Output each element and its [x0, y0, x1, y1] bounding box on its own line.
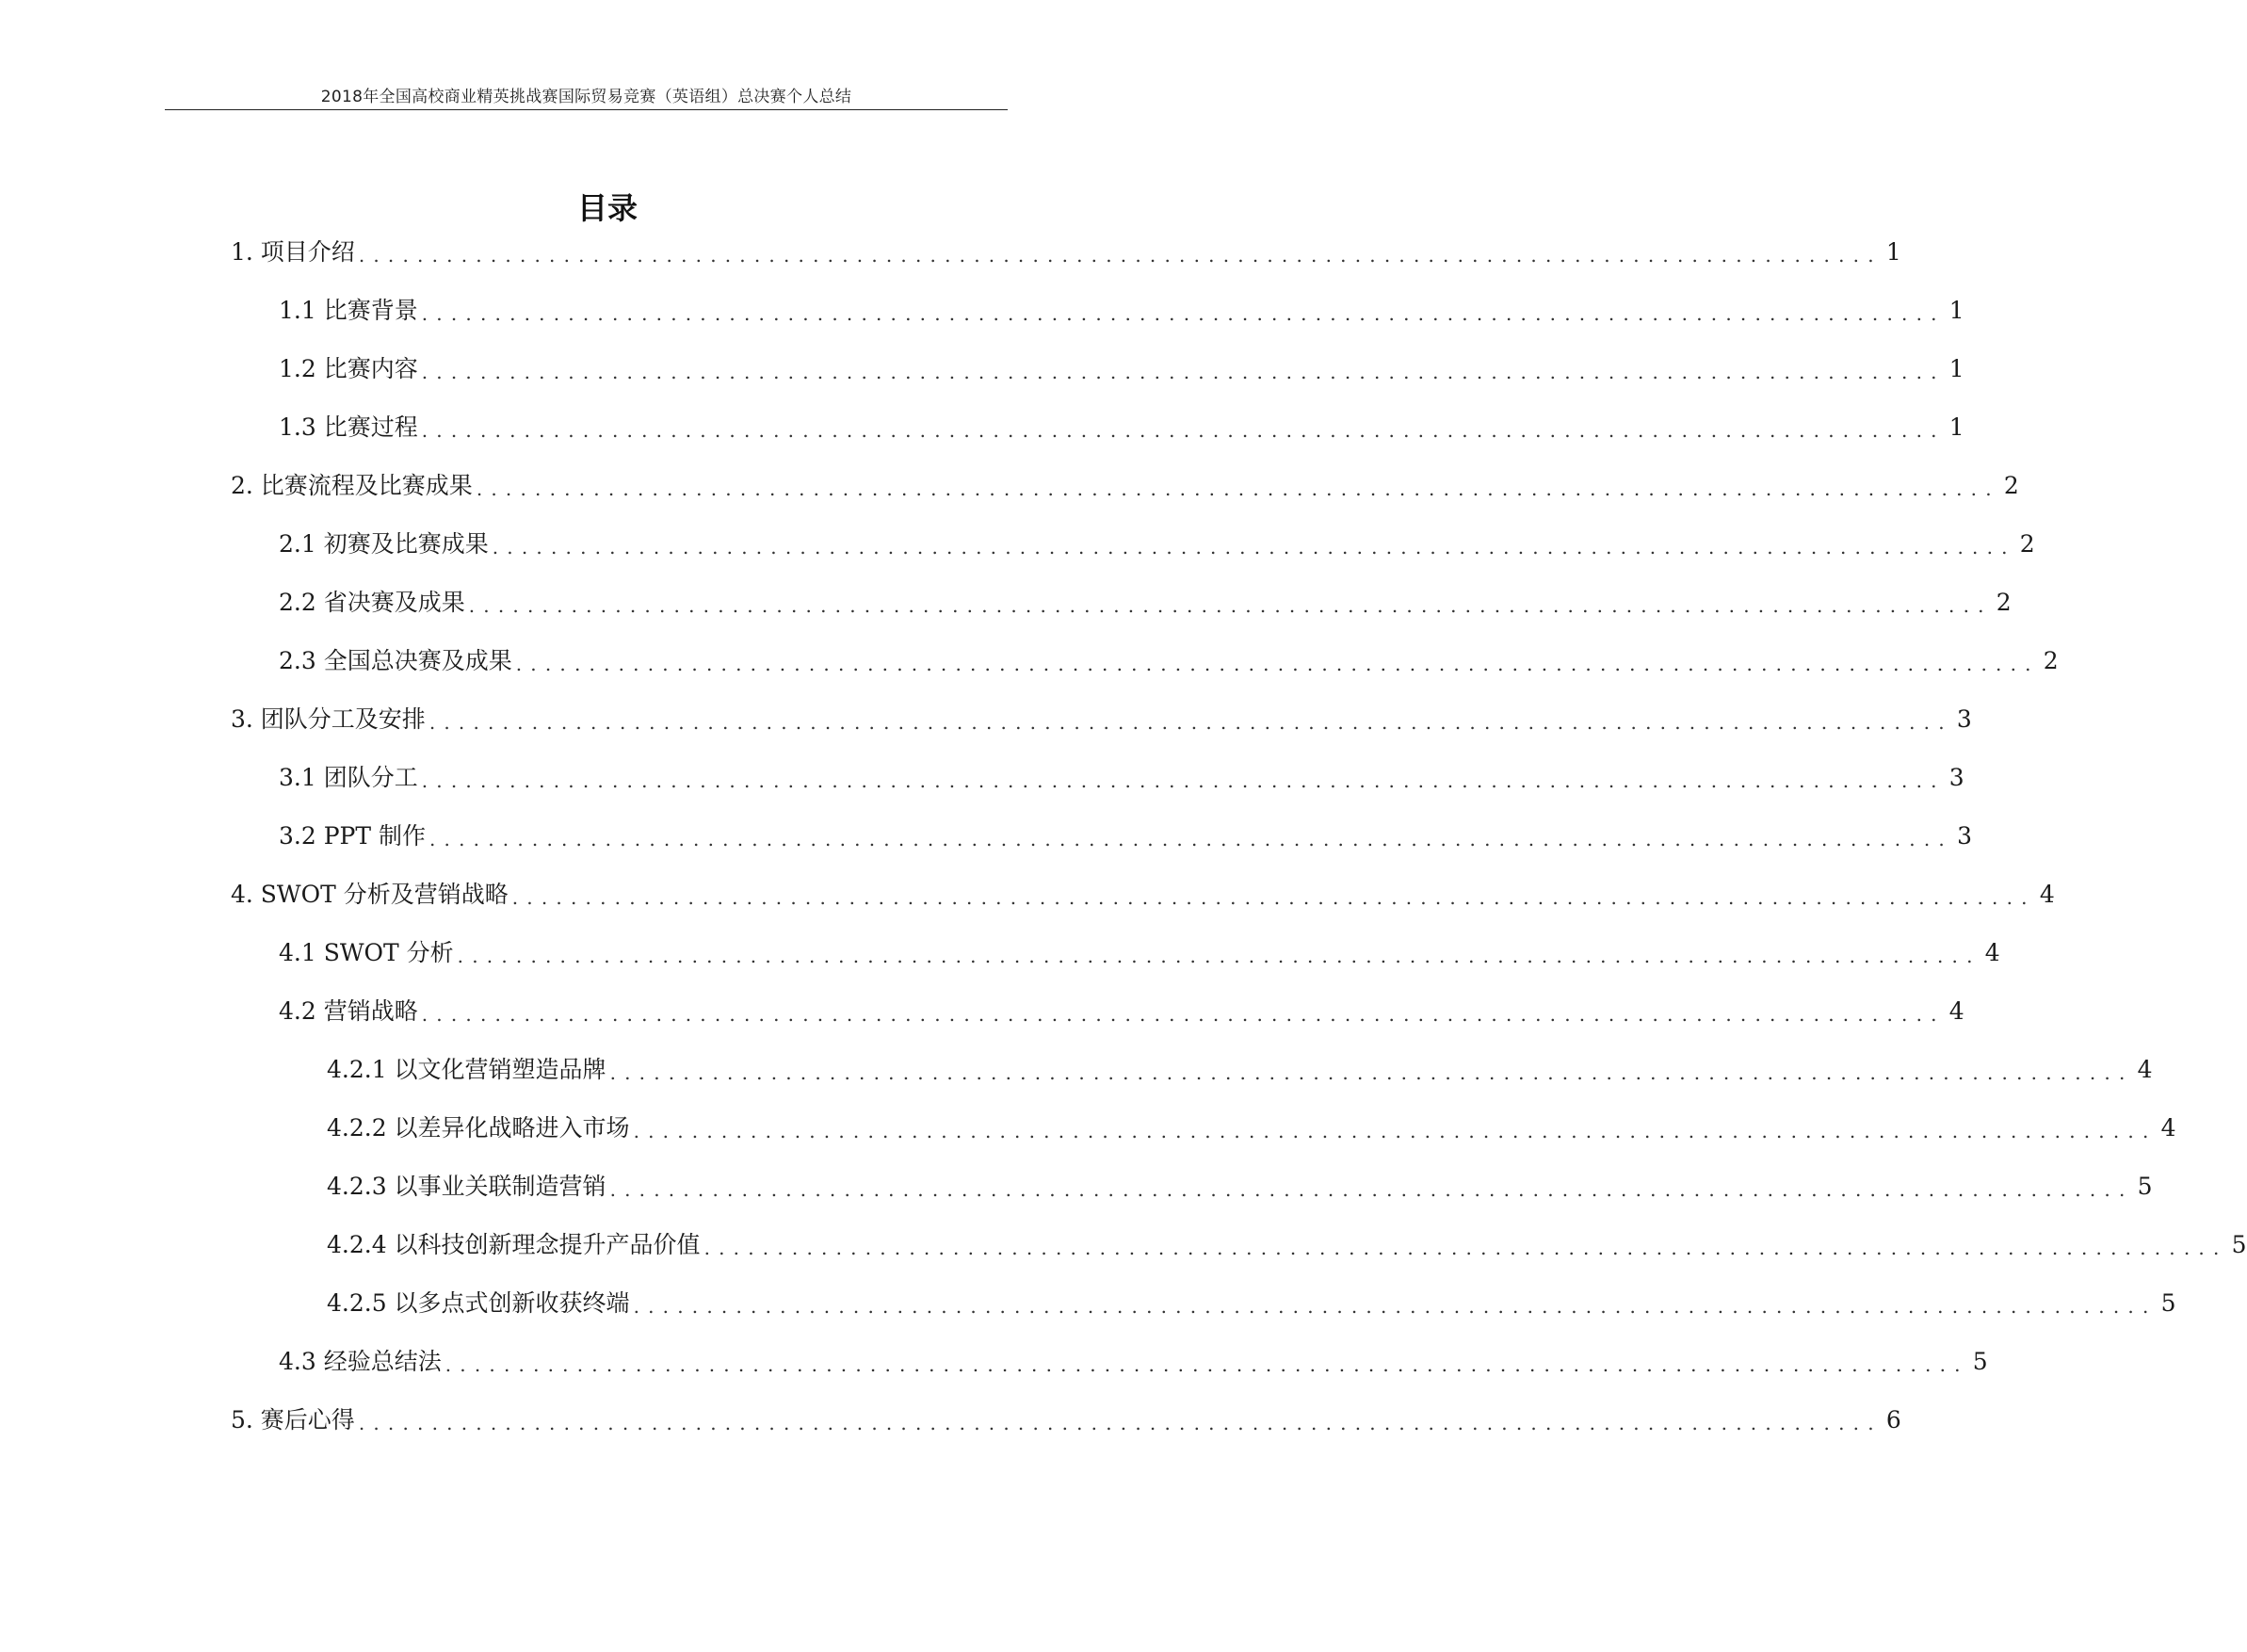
toc-entry[interactable] [279, 350, 1964, 388]
toc-entry[interactable] [279, 759, 1964, 797]
toc-entry-page: 4 [2039, 881, 2055, 908]
toc-entry[interactable] [327, 1168, 2153, 1206]
toc-entry[interactable] [279, 993, 1964, 1030]
toc-entry-label: 2.2 省决赛及成果 [279, 589, 465, 616]
toc-entry-label: 4.2.1 以文化营销塑造品牌 [327, 1056, 606, 1083]
dot-leader: ........................................................................................................ [428, 711, 1953, 734]
dot-leader: ........................................................................................................ [492, 536, 2016, 559]
dot-leader: ........................................................................................................ [609, 1061, 2134, 1084]
dot-leader: ........................................................................................................ [358, 1412, 1883, 1434]
header-rule [165, 109, 1008, 110]
dot-leader: ........................................................................................................ [445, 1353, 1969, 1376]
toc-entry-page: 6 [1885, 1406, 1901, 1433]
dot-leader: ........................................................................................................ [421, 361, 1946, 383]
toc-entry-label: 4.2.3 以事业关联制造营销 [327, 1173, 606, 1200]
toc-entry[interactable] [279, 409, 1964, 446]
dot-leader: ........................................................................................................ [476, 478, 2000, 500]
toc-entry-label: 1. 项目介绍 [231, 238, 355, 266]
toc-entry-page: 2 [1996, 589, 2012, 616]
toc-entry-label: 2. 比赛流程及比赛成果 [231, 472, 473, 499]
toc-entry-page: 5 [1972, 1348, 1988, 1375]
toc-entry[interactable] [279, 526, 2035, 563]
toc-entry[interactable] [279, 584, 2012, 622]
dot-leader: ........................................................................................................ [633, 1295, 2158, 1318]
toc-entry-page: 4 [2160, 1114, 2176, 1142]
toc-entry-page: 2 [2019, 530, 2035, 558]
toc-entry-label: 1.3 比赛过程 [279, 413, 418, 441]
toc-entry-label: 2.1 初赛及比赛成果 [279, 530, 489, 558]
dot-leader: ........................................................................................................ [421, 302, 1946, 325]
toc-entry-label: 4.2.2 以差异化战略进入市场 [327, 1114, 630, 1142]
toc-entry[interactable] [231, 467, 2019, 505]
toc-entry-page: 4 [2137, 1056, 2153, 1083]
toc-entry-page: 4 [1984, 939, 2000, 966]
toc-title: 目录 [576, 190, 638, 226]
dot-leader: ........................................................................................................ [421, 1003, 1946, 1026]
dot-leader: ........................................................................................................ [703, 1237, 2228, 1259]
toc-entry-page: 2 [2043, 647, 2059, 674]
toc-entry[interactable] [327, 1051, 2153, 1089]
toc-entry-label: 1.2 比赛内容 [279, 355, 418, 382]
toc-entry-label: 2.3 全国总决赛及成果 [279, 647, 512, 674]
toc-entry-page: 5 [2137, 1173, 2153, 1200]
running-header: 2018年全国高校商业精英挑战赛国际贸易竞赛（英语组）总决赛个人总结 [320, 88, 852, 106]
toc-entry-page: 2 [2003, 472, 2019, 499]
toc-entry-page: 1 [1885, 238, 1901, 266]
toc-entry[interactable] [279, 292, 1964, 330]
toc-entry-label: 5. 赛后心得 [231, 1406, 355, 1433]
toc-entry-label: 4. SWOT 分析及营销战略 [231, 881, 509, 908]
toc-entry-page: 3 [1956, 705, 1972, 733]
toc-entry-page: 5 [2160, 1289, 2176, 1317]
toc-entry-label: 4.3 经验总结法 [279, 1348, 442, 1375]
dot-leader: ........................................................................................................ [511, 886, 2036, 909]
dot-leader: ........................................................................................................ [515, 653, 2040, 675]
toc-entry[interactable] [231, 701, 1972, 738]
dot-leader: ........................................................................................................ [609, 1178, 2134, 1201]
dot-leader: ........................................................................................................ [421, 419, 1946, 442]
toc-entry-label: 4.2.4 以科技创新理念提升产品价值 [327, 1231, 701, 1258]
toc-entry[interactable] [327, 1109, 2176, 1147]
toc-entry-page: 1 [1948, 355, 1964, 382]
toc-entry[interactable] [231, 234, 1901, 271]
toc-entry-page: 1 [1948, 297, 1964, 324]
toc-entry-label: 4.2 营销战略 [279, 997, 418, 1025]
toc-entry-label: 3. 团队分工及安排 [231, 705, 426, 733]
dot-leader: ........................................................................................................ [468, 594, 1993, 617]
toc-entry-page: 4 [1948, 997, 1964, 1025]
toc-entry-page: 1 [1948, 413, 1964, 441]
toc-entry[interactable] [231, 876, 2055, 914]
dot-leader: ........................................................................................................ [358, 244, 1883, 267]
toc-entry[interactable] [279, 934, 2000, 972]
toc-entry-label: 4.1 SWOT 分析 [279, 939, 454, 966]
toc-entry[interactable] [279, 642, 2059, 680]
toc-entry-label: 1.1 比赛背景 [279, 297, 418, 324]
toc-entry-label: 4.2.5 以多点式创新收获终端 [327, 1289, 630, 1317]
toc-entry-page: 3 [1957, 822, 1972, 850]
dot-leader: ........................................................................................................ [421, 769, 1946, 792]
toc-entry[interactable] [279, 818, 1972, 855]
toc-entry[interactable] [327, 1285, 2176, 1322]
toc-entry[interactable] [279, 1343, 1988, 1381]
dot-leader: ........................................................................................................ [633, 1120, 2158, 1142]
toc-entry-page: 3 [1948, 764, 1964, 791]
dot-leader: ........................................................................................................ [457, 945, 1981, 967]
dot-leader: ........................................................................................................ [428, 828, 1953, 850]
toc-entry-label: 3.2 PPT 制作 [279, 822, 426, 850]
toc-entry-page: 5 [2231, 1231, 2247, 1258]
toc-entry-label: 3.1 团队分工 [279, 764, 418, 791]
toc-entry[interactable] [231, 1401, 1901, 1439]
toc-entry[interactable] [327, 1226, 2247, 1264]
